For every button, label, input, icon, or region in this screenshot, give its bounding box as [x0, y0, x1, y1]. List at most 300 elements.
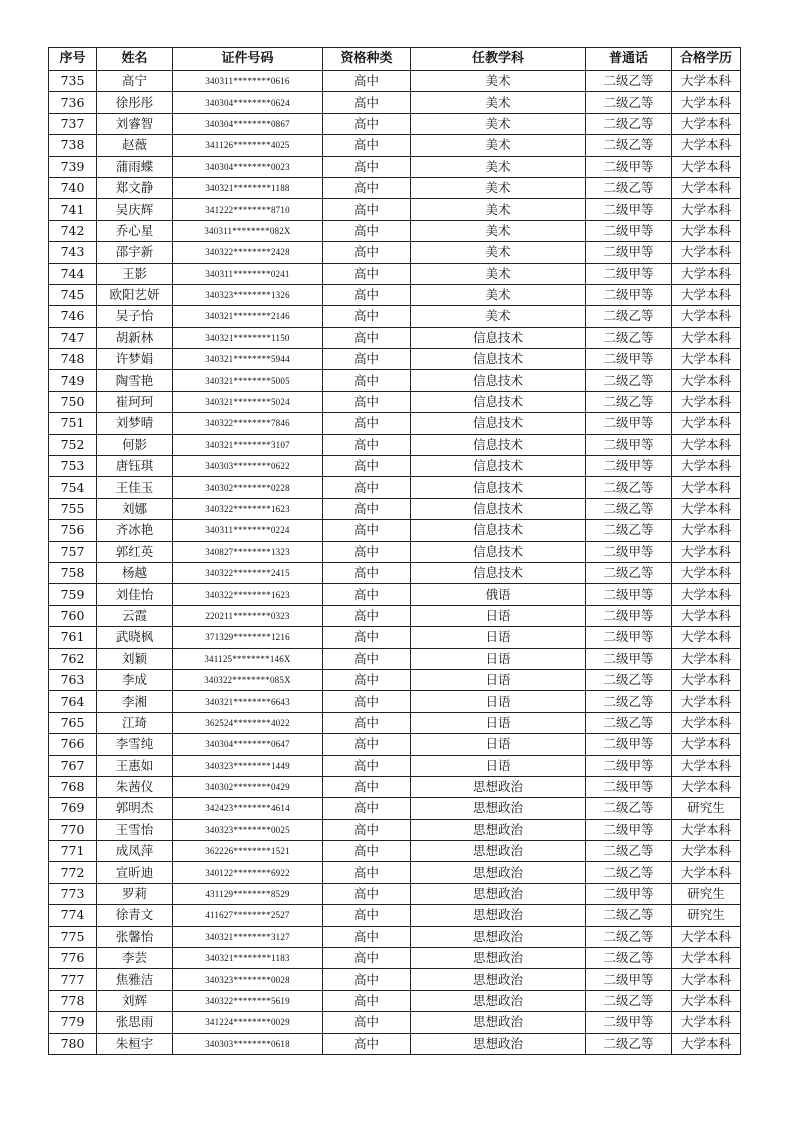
cell-subject: 美术: [411, 306, 586, 327]
cell-mandarin-level: 二级甲等: [586, 349, 672, 370]
cell-qualification-type: 高中: [323, 220, 411, 241]
cell-mandarin-level: 二级乙等: [586, 905, 672, 926]
cell-id-number: 340311********0224: [173, 520, 323, 541]
cell-education: 大学本科: [672, 498, 741, 519]
cell-serial: 761: [49, 627, 97, 648]
cell-name: 徐青文: [97, 905, 173, 926]
cell-name: 高宁: [97, 71, 173, 92]
table-row: [49, 605, 741, 626]
cell-education: 大学本科: [672, 113, 741, 134]
cell-name: 唐钰琪: [97, 456, 173, 477]
cell-id-number: 340303********0618: [173, 1033, 323, 1054]
cell-id-number: 340311********082X: [173, 220, 323, 241]
cell-serial: 756: [49, 520, 97, 541]
cell-name: 徐彤彤: [97, 92, 173, 113]
cell-name: 郑文静: [97, 177, 173, 198]
cell-id-number: 340321********1150: [173, 327, 323, 348]
cell-education: 大学本科: [672, 135, 741, 156]
cell-name: 蒲雨蝶: [97, 156, 173, 177]
cell-name: 齐冰艳: [97, 520, 173, 541]
cell-subject: 思想政治: [411, 969, 586, 990]
cell-id-number: 340322********5619: [173, 990, 323, 1011]
cell-mandarin-level: 二级甲等: [586, 776, 672, 797]
cell-subject: 思想政治: [411, 819, 586, 840]
table-row: [49, 841, 741, 862]
cell-name: 王雪怡: [97, 819, 173, 840]
table-row: [49, 263, 741, 284]
cell-id-number: 340321********3107: [173, 434, 323, 455]
table-row: [49, 520, 741, 541]
cell-mandarin-level: 二级乙等: [586, 562, 672, 583]
cell-id-number: 340322********085X: [173, 669, 323, 690]
cell-qualification-type: 高中: [323, 648, 411, 669]
cell-subject: 日语: [411, 691, 586, 712]
cell-mandarin-level: 二级乙等: [586, 691, 672, 712]
cell-mandarin-level: 二级乙等: [586, 370, 672, 391]
table-row: [49, 156, 741, 177]
cell-subject: 美术: [411, 220, 586, 241]
cell-name: 云霞: [97, 605, 173, 626]
cell-name: 李成: [97, 669, 173, 690]
cell-education: 大学本科: [672, 327, 741, 348]
table-row: [49, 413, 741, 434]
cell-mandarin-level: 二级乙等: [586, 177, 672, 198]
cell-id-number: 340302********0429: [173, 776, 323, 797]
cell-name: 成凤萍: [97, 841, 173, 862]
cell-serial: 752: [49, 434, 97, 455]
cell-education: 大学本科: [672, 1033, 741, 1054]
cell-serial: 753: [49, 456, 97, 477]
cell-subject: 信息技术: [411, 413, 586, 434]
cell-id-number: 371329********1216: [173, 627, 323, 648]
cell-education: 大学本科: [672, 862, 741, 883]
cell-education: 大学本科: [672, 284, 741, 305]
cell-subject: 日语: [411, 648, 586, 669]
header-qualification-type: 资格种类: [323, 48, 411, 71]
cell-qualification-type: 高中: [323, 370, 411, 391]
cell-serial: 770: [49, 819, 97, 840]
cell-serial: 779: [49, 1012, 97, 1033]
cell-name: 朱桓宇: [97, 1033, 173, 1054]
cell-mandarin-level: 二级乙等: [586, 926, 672, 947]
cell-name: 杨越: [97, 562, 173, 583]
cell-qualification-type: 高中: [323, 990, 411, 1011]
cell-subject: 美术: [411, 156, 586, 177]
cell-serial: 760: [49, 605, 97, 626]
cell-education: 大学本科: [672, 669, 741, 690]
cell-id-number: 340321********1183: [173, 948, 323, 969]
cell-qualification-type: 高中: [323, 199, 411, 220]
cell-education: 大学本科: [672, 541, 741, 562]
cell-serial: 755: [49, 498, 97, 519]
cell-serial: 772: [49, 862, 97, 883]
cell-qualification-type: 高中: [323, 1033, 411, 1054]
cell-qualification-type: 高中: [323, 1012, 411, 1033]
cell-subject: 思想政治: [411, 862, 586, 883]
cell-subject: 日语: [411, 605, 586, 626]
cell-mandarin-level: 二级甲等: [586, 734, 672, 755]
cell-mandarin-level: 二级乙等: [586, 712, 672, 733]
cell-id-number: 362226********1521: [173, 841, 323, 862]
cell-qualification-type: 高中: [323, 734, 411, 755]
cell-education: 大学本科: [672, 948, 741, 969]
cell-mandarin-level: 二级乙等: [586, 520, 672, 541]
cell-subject: 美术: [411, 199, 586, 220]
cell-education: 大学本科: [672, 969, 741, 990]
table-row: [49, 477, 741, 498]
cell-name: 刘佳怡: [97, 584, 173, 605]
cell-mandarin-level: 二级甲等: [586, 220, 672, 241]
table-row: [49, 327, 741, 348]
cell-name: 乔心星: [97, 220, 173, 241]
cell-name: 王影: [97, 263, 173, 284]
table-row: [49, 391, 741, 412]
cell-qualification-type: 高中: [323, 541, 411, 562]
cell-id-number: 340321********5944: [173, 349, 323, 370]
cell-education: 大学本科: [672, 605, 741, 626]
cell-id-number: 340304********0647: [173, 734, 323, 755]
cell-id-number: 340323********1449: [173, 755, 323, 776]
cell-serial: 744: [49, 263, 97, 284]
cell-education: 大学本科: [672, 562, 741, 583]
cell-subject: 思想政治: [411, 926, 586, 947]
cell-subject: 美术: [411, 113, 586, 134]
cell-id-number: 340302********0228: [173, 477, 323, 498]
table-row: [49, 948, 741, 969]
cell-id-number: 340303********0622: [173, 456, 323, 477]
cell-serial: 749: [49, 370, 97, 391]
cell-qualification-type: 高中: [323, 841, 411, 862]
cell-subject: 信息技术: [411, 498, 586, 519]
cell-mandarin-level: 二级甲等: [586, 1012, 672, 1033]
cell-qualification-type: 高中: [323, 755, 411, 776]
cell-serial: 743: [49, 242, 97, 263]
cell-subject: 思想政治: [411, 990, 586, 1011]
table-row: [49, 969, 741, 990]
cell-id-number: 340321********6643: [173, 691, 323, 712]
table-row: [49, 220, 741, 241]
cell-mandarin-level: 二级乙等: [586, 498, 672, 519]
table-row: [49, 135, 741, 156]
cell-mandarin-level: 二级乙等: [586, 862, 672, 883]
cell-serial: 766: [49, 734, 97, 755]
table-row: [49, 648, 741, 669]
table-row: [49, 562, 741, 583]
cell-subject: 俄语: [411, 584, 586, 605]
table-row: [49, 819, 741, 840]
cell-serial: 778: [49, 990, 97, 1011]
cell-serial: 754: [49, 477, 97, 498]
cell-qualification-type: 高中: [323, 627, 411, 648]
cell-subject: 美术: [411, 71, 586, 92]
cell-education: 大学本科: [672, 391, 741, 412]
cell-serial: 769: [49, 798, 97, 819]
cell-education: 研究生: [672, 798, 741, 819]
cell-mandarin-level: 二级甲等: [586, 584, 672, 605]
cell-serial: 771: [49, 841, 97, 862]
cell-subject: 美术: [411, 135, 586, 156]
table-row: [49, 926, 741, 947]
cell-mandarin-level: 二级乙等: [586, 948, 672, 969]
cell-qualification-type: 高中: [323, 798, 411, 819]
cell-subject: 信息技术: [411, 391, 586, 412]
cell-subject: 信息技术: [411, 541, 586, 562]
table-row: [49, 1012, 741, 1033]
cell-id-number: 340322********2428: [173, 242, 323, 263]
cell-qualification-type: 高中: [323, 456, 411, 477]
cell-mandarin-level: 二级甲等: [586, 456, 672, 477]
cell-education: 大学本科: [672, 819, 741, 840]
cell-qualification-type: 高中: [323, 969, 411, 990]
cell-qualification-type: 高中: [323, 520, 411, 541]
cell-name: 张馨怡: [97, 926, 173, 947]
cell-id-number: 362524********4022: [173, 712, 323, 733]
cell-id-number: 340304********0624: [173, 92, 323, 113]
cell-qualification-type: 高中: [323, 819, 411, 840]
cell-qualification-type: 高中: [323, 434, 411, 455]
cell-serial: 746: [49, 306, 97, 327]
cell-qualification-type: 高中: [323, 327, 411, 348]
cell-qualification-type: 高中: [323, 498, 411, 519]
cell-name: 刘睿智: [97, 113, 173, 134]
cell-name: 吴子怡: [97, 306, 173, 327]
cell-serial: 775: [49, 926, 97, 947]
cell-id-number: 341222********8710: [173, 199, 323, 220]
table-row: [49, 798, 741, 819]
cell-education: 大学本科: [672, 734, 741, 755]
cell-mandarin-level: 二级甲等: [586, 263, 672, 284]
cell-serial: 750: [49, 391, 97, 412]
cell-serial: 767: [49, 755, 97, 776]
cell-education: 大学本科: [672, 456, 741, 477]
cell-serial: 745: [49, 284, 97, 305]
cell-qualification-type: 高中: [323, 177, 411, 198]
cell-id-number: 340311********0241: [173, 263, 323, 284]
cell-id-number: 340311********0616: [173, 71, 323, 92]
cell-id-number: 431129********8529: [173, 883, 323, 904]
cell-education: 大学本科: [672, 242, 741, 263]
cell-name: 王惠如: [97, 755, 173, 776]
cell-education: 大学本科: [672, 413, 741, 434]
table-row: [49, 199, 741, 220]
cell-qualification-type: 高中: [323, 391, 411, 412]
table-row: [49, 627, 741, 648]
table-row: [49, 349, 741, 370]
cell-mandarin-level: 二级甲等: [586, 969, 672, 990]
cell-id-number: 340322********7846: [173, 413, 323, 434]
table-row: [49, 242, 741, 263]
cell-subject: 日语: [411, 712, 586, 733]
cell-mandarin-level: 二级甲等: [586, 199, 672, 220]
cell-mandarin-level: 二级乙等: [586, 391, 672, 412]
cell-serial: 774: [49, 905, 97, 926]
table-row: [49, 734, 741, 755]
cell-serial: 776: [49, 948, 97, 969]
cell-subject: 信息技术: [411, 349, 586, 370]
cell-qualification-type: 高中: [323, 306, 411, 327]
cell-mandarin-level: 二级甲等: [586, 156, 672, 177]
cell-qualification-type: 高中: [323, 263, 411, 284]
header-mandarin-level: 普通话: [586, 48, 672, 71]
cell-serial: 751: [49, 413, 97, 434]
cell-subject: 思想政治: [411, 798, 586, 819]
table-row: [49, 776, 741, 797]
cell-education: 大学本科: [672, 306, 741, 327]
cell-qualification-type: 高中: [323, 905, 411, 926]
cell-name: 何影: [97, 434, 173, 455]
cell-serial: 768: [49, 776, 97, 797]
cell-mandarin-level: 二级甲等: [586, 627, 672, 648]
cell-serial: 759: [49, 584, 97, 605]
cell-id-number: 340122********6922: [173, 862, 323, 883]
cell-qualification-type: 高中: [323, 883, 411, 904]
cell-serial: 764: [49, 691, 97, 712]
cell-subject: 美术: [411, 92, 586, 113]
table-row: [49, 691, 741, 712]
cell-name: 宣昕迪: [97, 862, 173, 883]
cell-id-number: 341126********4025: [173, 135, 323, 156]
cell-id-number: 340321********1188: [173, 177, 323, 198]
cell-education: 大学本科: [672, 520, 741, 541]
cell-name: 郭明杰: [97, 798, 173, 819]
cell-mandarin-level: 二级乙等: [586, 1033, 672, 1054]
table-row: [49, 1033, 741, 1054]
cell-education: 大学本科: [672, 92, 741, 113]
cell-subject: 美术: [411, 177, 586, 198]
cell-id-number: 340322********1623: [173, 498, 323, 519]
cell-qualification-type: 高中: [323, 113, 411, 134]
cell-education: 大学本科: [672, 990, 741, 1011]
cell-id-number: 340304********0867: [173, 113, 323, 134]
table-row: [49, 177, 741, 198]
cell-qualification-type: 高中: [323, 242, 411, 263]
cell-id-number: 341125********146X: [173, 648, 323, 669]
cell-name: 吴庆辉: [97, 199, 173, 220]
table-row: [49, 541, 741, 562]
cell-mandarin-level: 二级乙等: [586, 113, 672, 134]
cell-id-number: 340322********2415: [173, 562, 323, 583]
cell-qualification-type: 高中: [323, 605, 411, 626]
cell-name: 刘辉: [97, 990, 173, 1011]
cell-name: 刘娜: [97, 498, 173, 519]
cell-subject: 思想政治: [411, 776, 586, 797]
cell-name: 刘梦晴: [97, 413, 173, 434]
cell-serial: 741: [49, 199, 97, 220]
cell-serial: 736: [49, 92, 97, 113]
cell-education: 大学本科: [672, 712, 741, 733]
cell-serial: 737: [49, 113, 97, 134]
cell-name: 欧阳艺妍: [97, 284, 173, 305]
table-row: [49, 669, 741, 690]
table-row: [49, 862, 741, 883]
cell-qualification-type: 高中: [323, 156, 411, 177]
qualification-table: [48, 47, 741, 1055]
cell-mandarin-level: 二级乙等: [586, 135, 672, 156]
cell-qualification-type: 高中: [323, 71, 411, 92]
cell-serial: 765: [49, 712, 97, 733]
cell-education: 大学本科: [672, 776, 741, 797]
table-row: [49, 990, 741, 1011]
cell-id-number: 220211********0323: [173, 605, 323, 626]
cell-subject: 信息技术: [411, 370, 586, 391]
cell-qualification-type: 高中: [323, 477, 411, 498]
cell-mandarin-level: 二级甲等: [586, 883, 672, 904]
cell-name: 赵薇: [97, 135, 173, 156]
header-subject: 任教学科: [411, 48, 586, 71]
cell-id-number: 341224********0029: [173, 1012, 323, 1033]
cell-education: 大学本科: [672, 71, 741, 92]
cell-name: 李湘: [97, 691, 173, 712]
cell-serial: 762: [49, 648, 97, 669]
cell-qualification-type: 高中: [323, 349, 411, 370]
cell-education: 大学本科: [672, 370, 741, 391]
cell-serial: 747: [49, 327, 97, 348]
cell-qualification-type: 高中: [323, 413, 411, 434]
cell-education: 研究生: [672, 883, 741, 904]
table-row: [49, 755, 741, 776]
cell-serial: 735: [49, 71, 97, 92]
cell-id-number: 342423********4614: [173, 798, 323, 819]
cell-mandarin-level: 二级甲等: [586, 434, 672, 455]
cell-education: 大学本科: [672, 263, 741, 284]
cell-qualification-type: 高中: [323, 948, 411, 969]
cell-id-number: 411627********2527: [173, 905, 323, 926]
cell-education: 大学本科: [672, 691, 741, 712]
cell-mandarin-level: 二级甲等: [586, 648, 672, 669]
cell-subject: 美术: [411, 263, 586, 284]
cell-qualification-type: 高中: [323, 284, 411, 305]
cell-mandarin-level: 二级甲等: [586, 413, 672, 434]
cell-serial: 748: [49, 349, 97, 370]
cell-id-number: 340323********0025: [173, 819, 323, 840]
table-row: [49, 498, 741, 519]
cell-education: 大学本科: [672, 477, 741, 498]
cell-name: 朱茜仪: [97, 776, 173, 797]
cell-education: 大学本科: [672, 434, 741, 455]
cell-mandarin-level: 二级甲等: [586, 284, 672, 305]
table-row: [49, 71, 741, 92]
cell-name: 刘颖: [97, 648, 173, 669]
cell-subject: 思想政治: [411, 1033, 586, 1054]
table-row: [49, 113, 741, 134]
cell-mandarin-level: 二级乙等: [586, 669, 672, 690]
cell-serial: 740: [49, 177, 97, 198]
header-name: 姓名: [97, 48, 173, 71]
cell-education: 大学本科: [672, 156, 741, 177]
cell-subject: 美术: [411, 284, 586, 305]
cell-name: 焦雅洁: [97, 969, 173, 990]
cell-mandarin-level: 二级乙等: [586, 990, 672, 1011]
cell-serial: 780: [49, 1033, 97, 1054]
cell-id-number: 340304********0023: [173, 156, 323, 177]
cell-mandarin-level: 二级乙等: [586, 306, 672, 327]
cell-subject: 日语: [411, 734, 586, 755]
cell-name: 张思雨: [97, 1012, 173, 1033]
table-row: [49, 905, 741, 926]
cell-name: 许梦娟: [97, 349, 173, 370]
cell-education: 大学本科: [672, 1012, 741, 1033]
cell-education: 大学本科: [672, 841, 741, 862]
cell-id-number: 340322********1623: [173, 584, 323, 605]
cell-name: 江琦: [97, 712, 173, 733]
table-row: [49, 306, 741, 327]
cell-qualification-type: 高中: [323, 862, 411, 883]
cell-education: 研究生: [672, 905, 741, 926]
cell-mandarin-level: 二级乙等: [586, 71, 672, 92]
cell-qualification-type: 高中: [323, 712, 411, 733]
cell-mandarin-level: 二级甲等: [586, 541, 672, 562]
cell-subject: 信息技术: [411, 456, 586, 477]
